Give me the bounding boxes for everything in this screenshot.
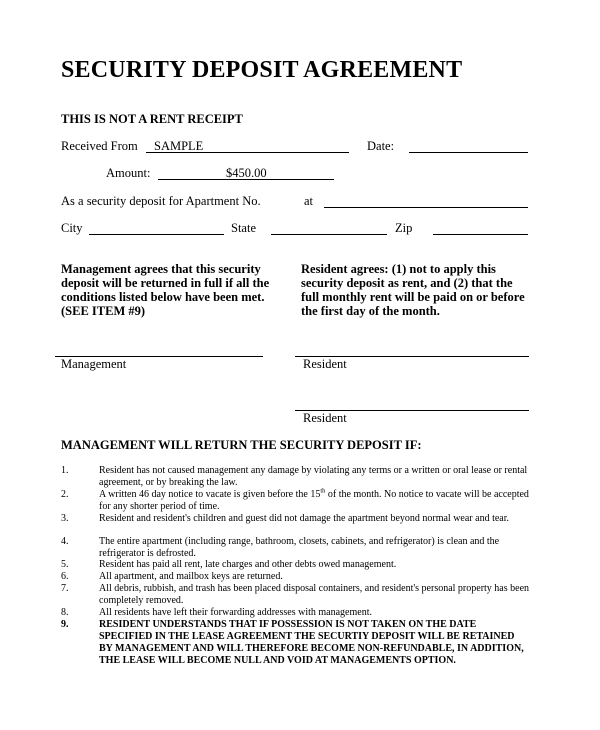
management-signature-label: Management	[61, 357, 127, 371]
condition-text: All debris, rubbish, and trash has been placed disposal containers, and resident's personal property has been completely removed.	[99, 583, 530, 606]
condition-text: The entire apartment (including range, bathroom, closets, cabinets, and refrigerator) is clean and the refrigerator is defrosted.	[99, 536, 500, 559]
document-title: SECURITY DEPOSIT AGREEMENT	[61, 57, 463, 83]
city-line[interactable]	[89, 234, 224, 235]
condition-number: 3.	[61, 513, 69, 524]
amount-value[interactable]: $450.00	[226, 166, 267, 180]
condition-number: 5.	[61, 559, 69, 570]
conditions-heading: MANAGEMENT WILL RETURN THE SECURITY DEPOSIT IF:	[61, 438, 422, 452]
zip-line[interactable]	[433, 234, 528, 235]
condition-number: 2.	[61, 489, 69, 500]
zip-label: Zip	[395, 221, 413, 235]
condition-text-part: of the month. No notice to vacate will be accepted for any shorter period of time.	[99, 489, 529, 512]
condition-text: RESIDENT UNDERSTANDS THAT IF POSSESSION IS NOT TAKEN ON THE DATE SPECIFIED IN THE LEASE AGREEMENT THE SECURTIY DEPOSIT WILL BE RETAINED BY MANAGEMENT AND WILL THEREFORE BECOME NON-REFUNDABLE, IN ADDITION, THE LEASE WILL BECOME NULL AND VOID AT MANAGEMENTS OPTION.	[99, 619, 524, 666]
condition-number: 6.	[61, 571, 69, 582]
date-line[interactable]	[409, 152, 528, 153]
condition-text: Resident has paid all rent, late charges and other debts owed management.	[99, 559, 397, 570]
condition-number: 1.	[61, 465, 69, 476]
state-line[interactable]	[271, 234, 387, 235]
state-label: State	[231, 221, 256, 235]
date-label: Date:	[367, 139, 395, 153]
condition-number: 7.	[61, 583, 69, 594]
condition-text: All residents have left their forwarding addresses with management.	[99, 607, 372, 618]
condition-text: All apartment, and mailbox keys are returned.	[99, 571, 283, 582]
at-label: at	[304, 194, 314, 208]
condition-number: 8.	[61, 607, 69, 618]
condition-text: Resident has not caused management any damage by violating any terms or a written or oral lease or rental agreement, or by breaking the law.	[99, 465, 528, 488]
resident-agreement: Resident agrees: (1) not to apply this security deposit as rent, and (2) that the full monthly rent will be paid on or before the first day of the month.	[301, 262, 525, 318]
management-agreement: Management agrees that this security deposit will be returned in full if all the conditions listed below have been met. (SEE ITEM #9)	[61, 262, 270, 318]
received-from-value[interactable]: SAMPLE	[154, 139, 204, 153]
document-subtitle: THIS IS NOT A RENT RECEIPT	[61, 112, 243, 126]
condition-number: 4.	[61, 536, 69, 547]
city-label: City	[61, 221, 83, 235]
resident-signature-label-2: Resident	[303, 411, 347, 425]
address-line[interactable]	[324, 207, 528, 208]
resident-signature-label-1: Resident	[303, 357, 347, 371]
condition-text	[99, 489, 529, 513]
apartment-label: As a security deposit for Apartment No.	[61, 194, 261, 208]
received-from-label: Received From	[61, 139, 138, 153]
condition-text-part: A written 46 day notice to vacate is given before the 15	[99, 489, 321, 500]
condition-text-superscript: th	[320, 487, 326, 495]
amount-label: Amount:	[106, 166, 151, 180]
condition-text: Resident and resident's children and guest did not damage the apartment beyond normal wear and tear.	[99, 513, 510, 524]
condition-number: 9.	[61, 619, 69, 630]
